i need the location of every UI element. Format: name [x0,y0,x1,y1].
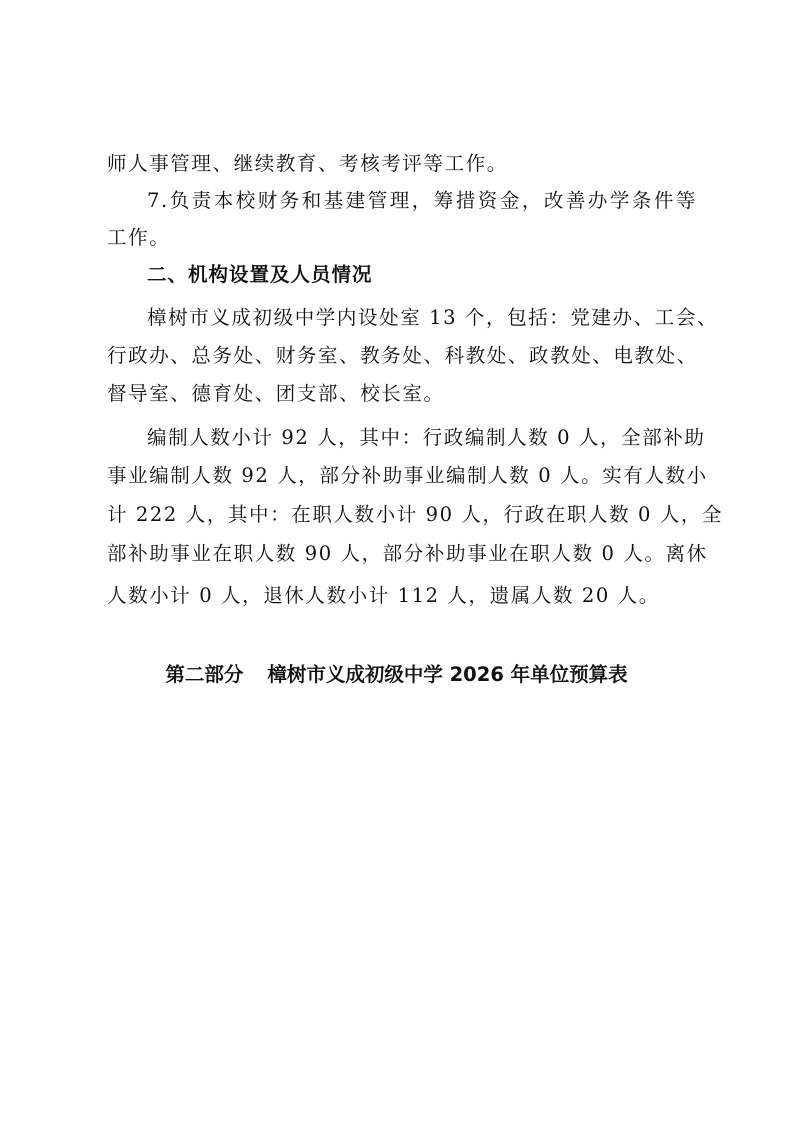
paragraph-7-line-2: 工作。 [107,226,171,249]
part-2-title-text: 樟树市义成初级中学 2026 年单位预算表 [267,663,628,686]
section-2-heading: 二、机构设置及人员情况 [147,263,373,286]
staff-paragraph-line-3: 计 222 人，其中：在职人数小计 90 人，行政在职人数 0 人，全 [107,503,724,526]
paragraph-6-tail: 师人事管理、继续教育、考核考评等工作。 [107,152,508,175]
part-2-title [0,662,793,688]
institutions-paragraph-line-2: 行政办、总务处、财务室、教务处、科教处、政教处、电教处、 [107,344,698,367]
institutions-paragraph-line-3: 督导室、德育处、团支部、校长室。 [107,382,445,405]
staff-paragraph-line-2: 事业编制人数 92 人，部分补助事业编制人数 0 人。实有人数小 [107,464,708,487]
part-2-label: 第二部分 [165,663,244,686]
staff-paragraph-line-4: 部补助事业在职人数 90 人，部分补助事业在职人数 0 人。离休 [107,542,708,565]
staff-paragraph-line-5: 人数小计 0 人，退休人数小计 112 人，遗属人数 20 人。 [107,584,660,607]
institutions-paragraph-line-1: 樟树市义成初级中学内设处室 13 个，包括：党建办、工会、 [147,306,719,329]
staff-paragraph-line-1: 编制人数小计 92 人，其中：行政编制人数 0 人，全部补助 [147,426,706,449]
paragraph-7-line-1: 7.负责本校财务和基建管理，筹措资金，改善办学条件等 [147,189,697,212]
